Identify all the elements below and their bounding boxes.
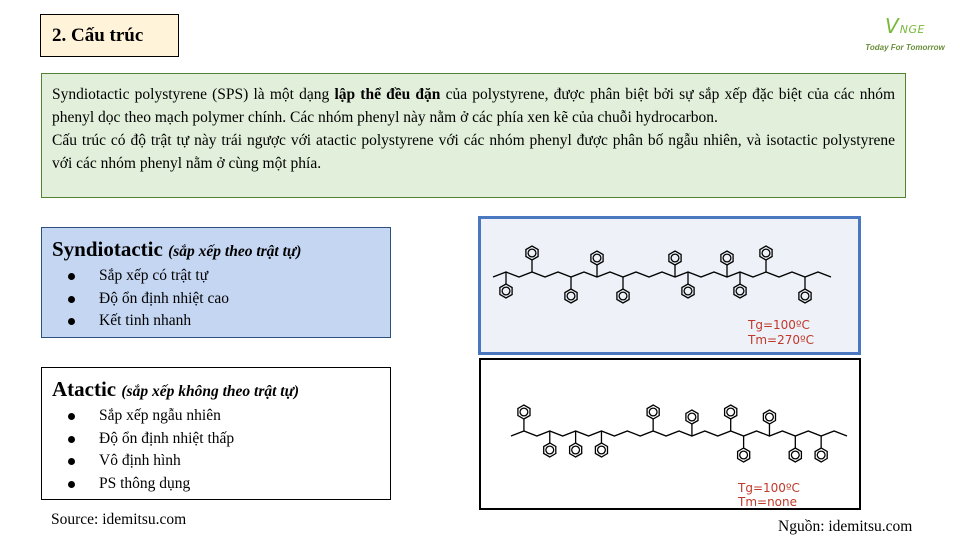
list-item: Vô định hình xyxy=(52,450,390,473)
polymer-backbone xyxy=(511,431,847,436)
logo-mark: VNGE xyxy=(885,14,925,38)
syndiotactic-list xyxy=(52,265,390,333)
atactic-structure-image xyxy=(479,358,861,510)
polymer-backbone xyxy=(493,272,831,277)
logo-tagline: Today For Tomorrow xyxy=(865,43,945,52)
intro-bold-phrase: lập thể đều đặn xyxy=(334,86,441,103)
atactic-tg: Tg=100ºC xyxy=(738,481,800,495)
list-item: Sắp xếp ngẫu nhiên xyxy=(52,405,390,428)
vinge-logo xyxy=(855,14,955,58)
atactic-tm: Tm=none xyxy=(738,495,798,509)
syndiotactic-structure-image xyxy=(478,216,861,355)
list-item: Sắp xếp có trật tự xyxy=(52,265,390,288)
atactic-chain-svg xyxy=(481,360,859,508)
slide-title: 2. Cấu trúc xyxy=(40,14,179,57)
atactic-box xyxy=(41,367,391,500)
list-item: Độ ổn định nhiệt cao xyxy=(52,288,390,311)
atactic-heading: Atactic (sắp xếp không theo trật tự) xyxy=(52,377,300,401)
intro-paragraph-1: Syndiotactic polystyrene (SPS) là một dạng lập thể đều đặn của polystyrene, được phân biệt bởi sự sắp xếp đặc biệt của các nhóm phenyl dọc theo mạch polymer chính. Các nhóm phenyl này nằm ở các phía xen kẽ của chuỗi hydrocarbon. xyxy=(52,86,896,126)
source-left: Source: idemitsu.com xyxy=(51,511,187,528)
list-item: Kết tinh nhanh xyxy=(52,310,390,333)
intro-paragraph-2: Cấu trúc có độ trật tự này trái ngược với atactic polystyrene với các nhóm phenyl được phân bố ngẫu nhiên, và isotactic polystyrene với các nhóm phenyl nằm ở cùng một phía. xyxy=(52,132,895,172)
source-right: Nguồn: idemitsu.com xyxy=(778,518,913,535)
syndiotactic-box xyxy=(41,227,391,338)
syndiotactic-tg: Tg=100ºC xyxy=(748,318,810,332)
list-item: Độ ổn định nhiệt thấp xyxy=(52,428,390,451)
intro-text-box xyxy=(41,73,906,198)
atactic-list xyxy=(52,405,390,495)
list-item: PS thông dụng xyxy=(52,473,390,496)
syndiotactic-tm: Tm=270ºC xyxy=(748,333,815,347)
syndiotactic-heading: Syndiotactic (sắp xếp theo trật tự) xyxy=(52,237,302,261)
